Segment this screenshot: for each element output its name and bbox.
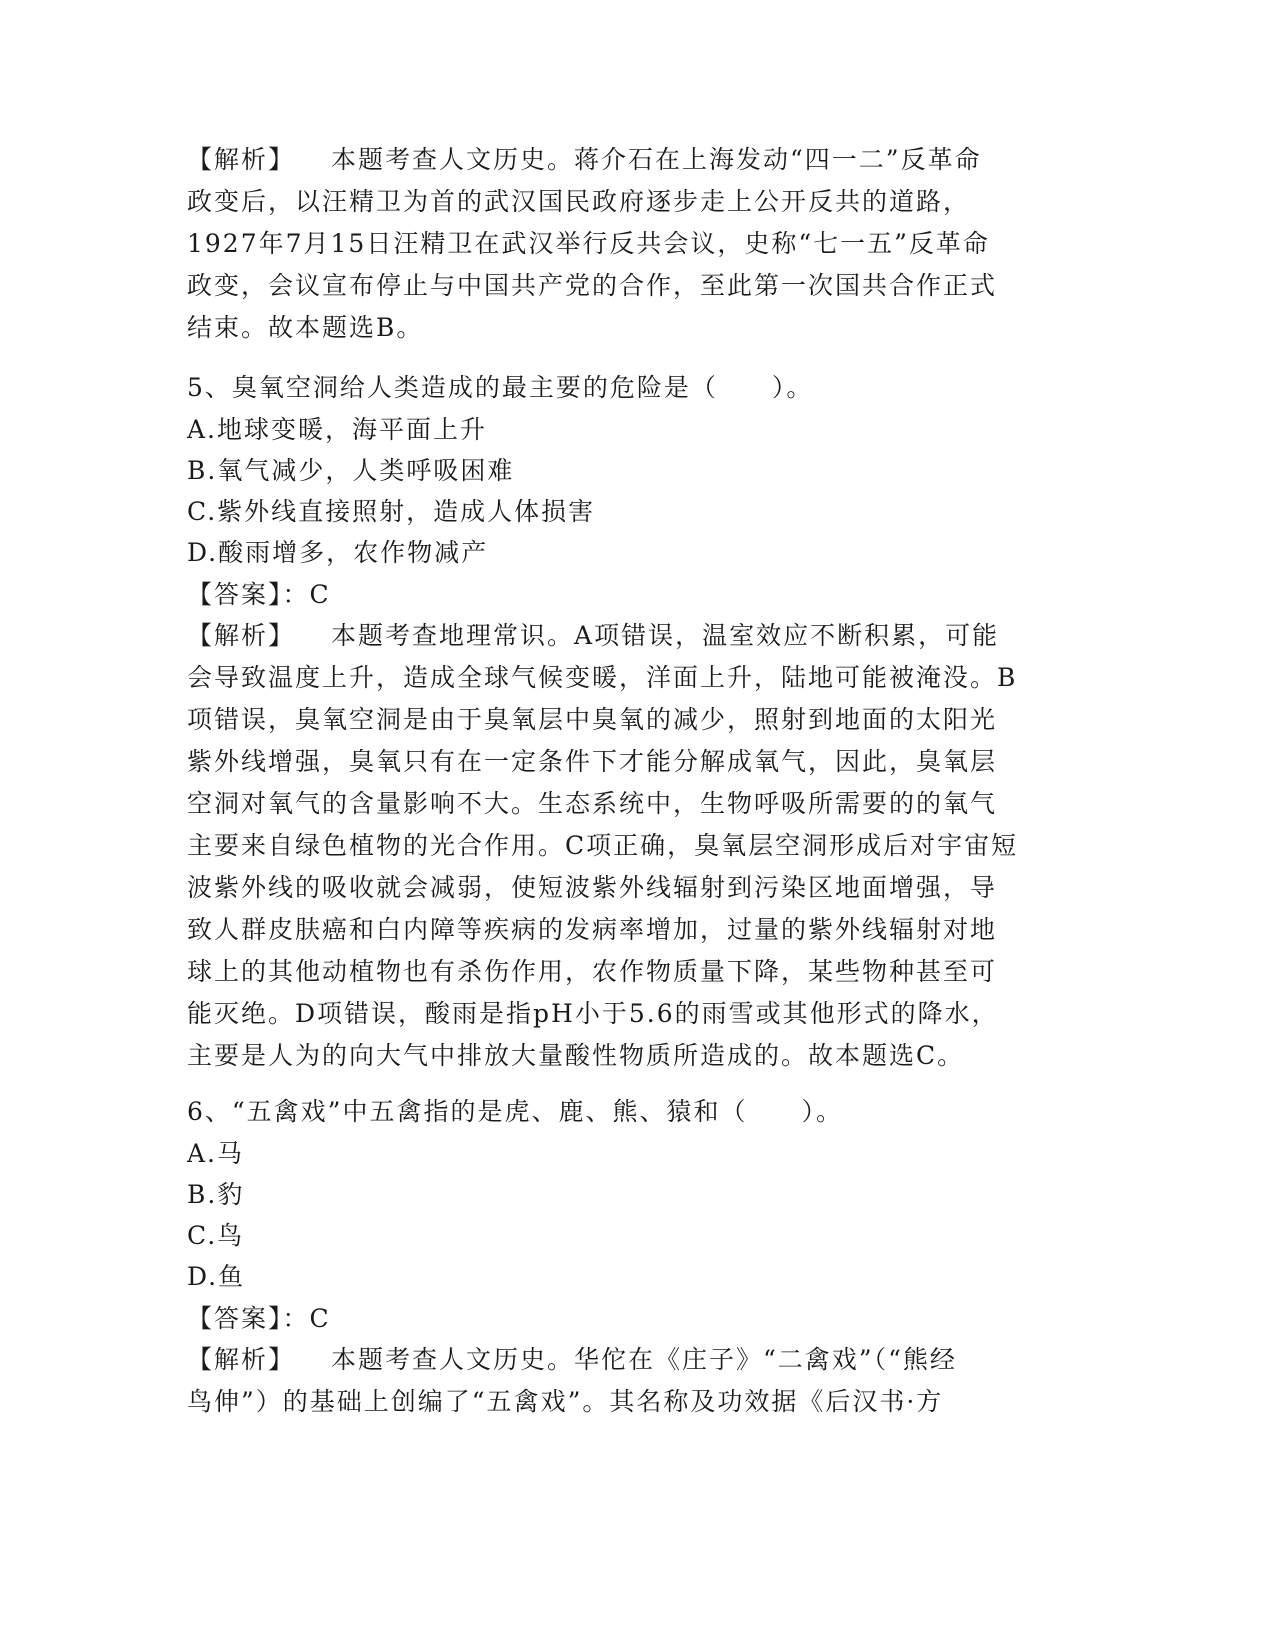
q5-analysis-line-4: 紫外线增强，臭氧只有在一定条件下才能分解成氧气，因此，臭氧层 (187, 747, 998, 776)
q5-option-d: D.酸雨增多，农作物减产 (187, 538, 489, 567)
q4-analysis-line-1: 【解析】 本题考查人文历史。蒋介石在上海发动“四一二”反革命 (187, 145, 982, 174)
q5-analysis-line-10: 能灭绝。D项错误，酸雨是指pH小于5.6的雨雪或其他形式的降水， (187, 999, 999, 1028)
q5-analysis-line-6: 主要来自绿色植物的光合作用。C项正确，臭氧层空洞形成后对宇宙短 (187, 831, 1019, 860)
q6-analysis-line-2: 鸟伸”）的基础上创编了“五禽戏”。其名称及功效据《后汉书·方 (187, 1387, 944, 1416)
q6-option-b: B.豹 (187, 1180, 245, 1209)
q5-analysis-line-3: 项错误，臭氧空洞是由于臭氧层中臭氧的减少，照射到地面的太阳光 (187, 705, 998, 734)
q5-analysis-line-2: 会导致温度上升，造成全球气候变暖，洋面上升，陆地可能被淹没。B (187, 663, 1018, 692)
q4-analysis-line-4: 政变，会议宣布停止与中国共产党的合作，至此第一次国共合作正式 (187, 271, 998, 300)
q6-analysis-line-1: 【解析】 本题考查人文历史。华佗在《庄子》“二禽戏”（“熊经 (187, 1345, 957, 1374)
q5-option-b: B.氧气减少，人类呼吸困难 (187, 456, 515, 485)
q5-option-a: A.地球变暖，海平面上升 (187, 415, 488, 444)
q5-answer: 【答案】：C (187, 580, 331, 609)
q6-stem: 6、“五禽戏”中五禽指的是虎、鹿、熊、猿和（ ）。 (187, 1097, 843, 1126)
q6-option-d: D.鱼 (187, 1262, 246, 1291)
q5-option-c: C.紫外线直接照射，造成人体损害 (187, 497, 596, 526)
q5-analysis-line-5: 空洞对氧气的含量影响不大。生态系统中，生物呼吸所需要的的氧气 (187, 789, 998, 818)
q4-analysis-line-3: 1927年7月15日汪精卫在武汉举行反共会议，史称“七一五”反革命 (187, 229, 990, 258)
q6-option-a: A.马 (187, 1139, 245, 1168)
q5-stem: 5、臭氧空洞给人类造成的最主要的危险是（ ）。 (187, 373, 814, 402)
q6-analysis-label: 【解析】 (187, 1345, 296, 1374)
q5-analysis-line-7: 波紫外线的吸收就会减弱，使短波紫外线辐射到污染区地面增强，导 (187, 873, 998, 902)
q5-analysis-line-9: 球上的其他动植物也有杀伤作用，农作物质量下降，某些物种甚至可 (187, 957, 998, 986)
q5-analysis-line-1: 【解析】 本题考查地理常识。A项错误，温室效应不断积累，可能 (187, 621, 1000, 650)
q6-option-c: C.鸟 (187, 1221, 245, 1250)
q5-analysis-line-8: 致人群皮肤癌和白内障等疾病的发病率增加，过量的紫外线辐射对地 (187, 915, 998, 944)
q4-analysis-line-5: 结束。故本题选B。 (187, 313, 424, 342)
q5-analysis-label: 【解析】 (187, 621, 296, 650)
q5-analysis-line-11: 主要是人为的向大气中排放大量酸性物质所造成的。故本题选C。 (187, 1041, 965, 1070)
q4-analysis-label: 【解析】 (187, 145, 296, 174)
q6-answer: 【答案】：C (187, 1304, 331, 1333)
q4-analysis-line-2: 政变后，以汪精卫为首的武汉国民政府逐步走上公开反共的道路， (187, 187, 971, 216)
